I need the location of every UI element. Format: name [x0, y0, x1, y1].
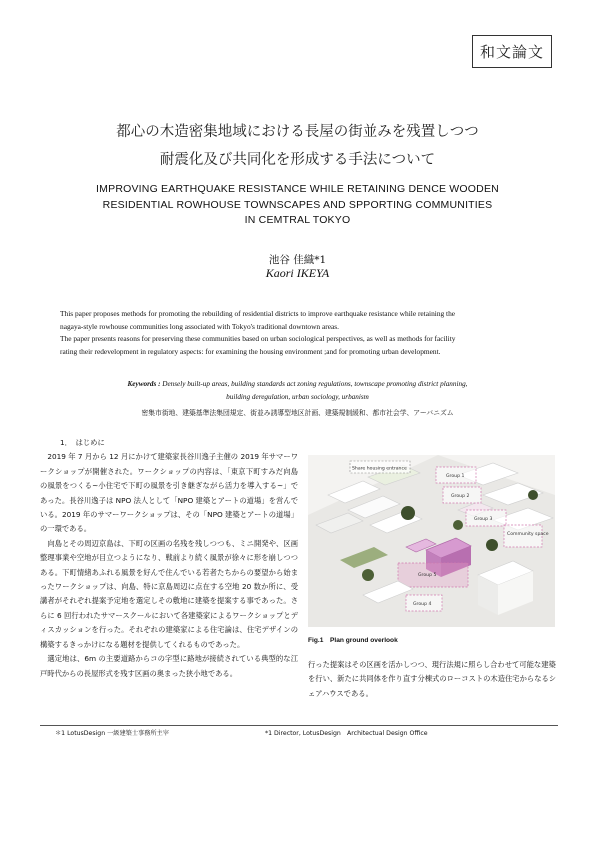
body-paragraph: 2019 年 7 月から 12 月にかけて建築家長谷川逸子主催の 2019 年サマーワークショップが開催された。ワークショップの内容は、「東京下町すみだ向島の風景をつくる~小住宅で下町の風景を引き継ぎながら活力を導入する~」であった。長谷川逸子は NPO 法人として「NPO 建築とアートの道場」を営んでいる。2019 年のサマーワークショップは、その「NPO 建築とアートの道場」の一環である。: [40, 452, 298, 534]
keywords-english: [0, 378, 595, 403]
keywords-line-2: building deregulation, urban sociology, urbanism: [226, 392, 369, 401]
japanese-title-line-1: 都心の木造密集地域における長屋の街並みを残置しつつ: [116, 124, 479, 140]
right-column-body: [308, 658, 558, 701]
footnote-english: *1 Director, LotusDesign Architectual Design Office: [265, 730, 428, 737]
abstract-line: The paper presents reasons for preserving these communities based on urban sociological perspectives, as well as methods for facility: [60, 334, 456, 343]
english-title-line-2: RESIDENTIAL ROWHOUSE TOWNSCAPES AND SPPORTING COMMUNITIES: [102, 198, 493, 211]
figure-label-group: Group 5: [418, 573, 437, 578]
author-name-english: Kaori IKEYA: [265, 266, 330, 280]
keywords-line-1: Densely built-up areas, building standards act zoning regulations, townscape promoting district planning,: [162, 380, 468, 388]
figure-label-community: Community space: [507, 532, 549, 537]
left-column-body: [40, 436, 298, 681]
section-heading: 1． はじめに: [60, 438, 105, 447]
tree: [486, 539, 498, 551]
footnote-rule: [40, 725, 558, 726]
tree: [528, 490, 538, 500]
abstract: [60, 308, 538, 358]
keywords-japanese: 密集市街地、建築基準法集団規定、街並み誘導型地区計画、建築規制緩和、都市社会学、アーバニズム: [141, 409, 454, 417]
figure-label-group: Group 2: [451, 494, 470, 499]
figure-caption: Fig.1 Plan ground overlook: [308, 637, 398, 644]
figure-label-group: Group 1: [446, 474, 465, 479]
tree: [401, 506, 415, 520]
english-title: [95, 182, 500, 229]
japanese-title-line-2: 耐震化及び共同化を形成する手法について: [159, 152, 436, 168]
footnote-japanese: ＊1 LotusDesign 一級建築士事務所主宰: [55, 730, 169, 737]
author-name-japanese: 池谷 佳織*1: [268, 254, 327, 266]
english-title-line-3: IN CEMTRAL TOKYO: [244, 214, 351, 226]
paper-type-badge: 和文論文: [472, 35, 552, 68]
tree: [362, 569, 374, 581]
body-paragraph: 行った提案はその区画を活かしつつ、現行法規に照らし合わせて可能な建築を行い、新たに共同体を作り直す分棟式のローコストの木造住宅からなるシェアハウスである。: [308, 660, 557, 698]
abstract-line: This paper proposes methods for promoting the rebuilding of residential districts to improve earthquake resistance while retaining the: [60, 309, 456, 318]
tree: [453, 520, 463, 530]
keywords-label: Keywords :: [127, 380, 161, 388]
body-paragraph: 向島とその周辺京島は、下町の区画の名残を残しつつも、ミニ開発や、区画整理事業や空地が目立つようになり、戦前より続く風景が徐々に形を崩しつつある。下町情緒あふれる風景を好んで住んでいる若者たちからの要望から始まったワークショップは、向島、特に京島周辺に点在する空地 20 数か所に、受講者がそれぞれ提案予定地を選定しその敷地に建築を提案する事であった。さらに 6 回行われたサマースクールにおいて各建築家によるワークショップとディスカッションを行った。それぞれの建築家による住宅論は、住宅デザインの構築するきっかけになる題材を提供してくれるものであった。: [40, 538, 298, 649]
figure-label-group: Group 3: [474, 517, 493, 522]
figure-label-group: Group 4: [413, 602, 432, 607]
body-paragraph: 選定地は、6m の主要道路からコの字型に路地が接続されている典型的な江戸時代からの長屋形式を残す区画の奥まった狭小地である。: [40, 654, 298, 678]
figure-label-entrance: Share housing entrance: [352, 466, 407, 472]
abstract-line: nagaya-style rowhouse communities long associated with Tokyo's traditional downtown areas.: [60, 321, 339, 331]
abstract-line: rating their redevelopment in regulatory aspects: for examining the housing environment ;and for promoting urban development.: [60, 346, 441, 356]
site-plan-aerial-figure: [308, 455, 555, 627]
english-title-line-1: IMPROVING EARTHQUAKE RESISTANCE WHILE RETAINING DENCE WOODEN: [96, 183, 499, 195]
